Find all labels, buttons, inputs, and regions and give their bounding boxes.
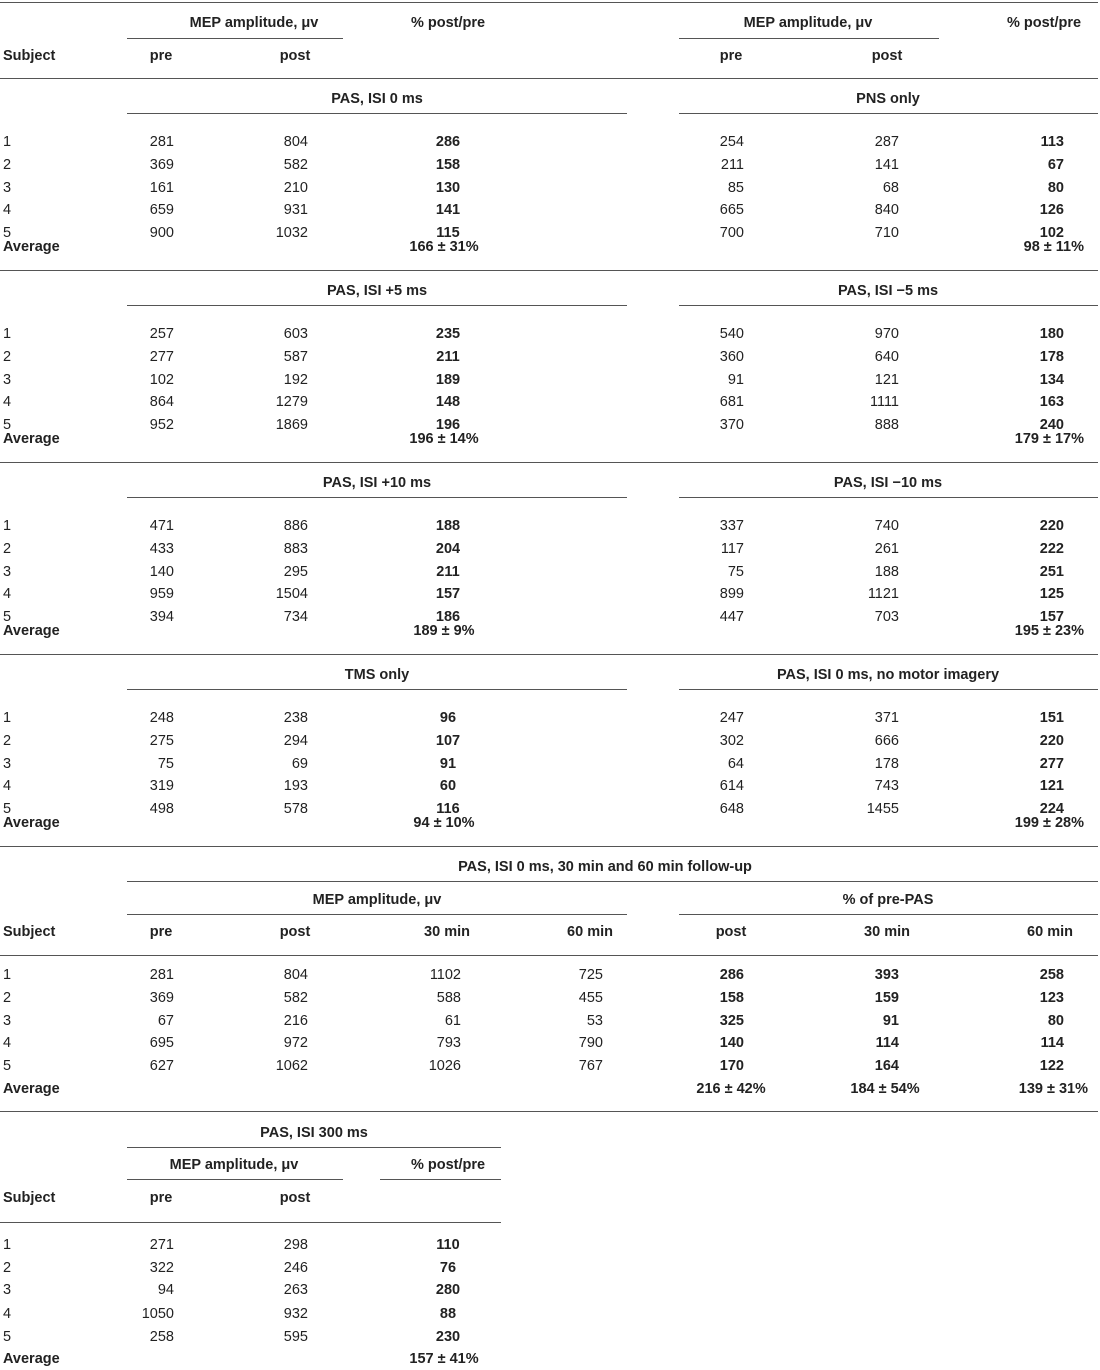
cell-amplitude: 588 (436, 990, 461, 1006)
cell-post: 1869 (275, 417, 308, 433)
cell-post: 141 (874, 157, 899, 173)
condition-rule (679, 497, 1098, 498)
cell-post: 261 (874, 541, 899, 557)
cell-post: 1504 (275, 586, 308, 602)
cell-pre: 271 (149, 1237, 174, 1253)
subject-number: 4 (3, 586, 12, 602)
subject-number: 3 (3, 756, 12, 772)
followup-column-header: 30 min (424, 924, 470, 940)
cell-amplitude: 793 (436, 1035, 461, 1051)
followup-column-header: 30 min (864, 924, 910, 940)
block-separator (0, 270, 1098, 271)
block-separator (0, 654, 1098, 655)
cell-post: 640 (874, 349, 899, 365)
cell-post: 603 (283, 326, 308, 342)
cell-pct: 110 (436, 1237, 460, 1253)
subject-number: 2 (3, 733, 12, 749)
followup-column-header: post (279, 924, 311, 940)
cell-amplitude: 790 (578, 1035, 603, 1051)
cell-pct: 258 (1039, 967, 1064, 983)
header-post: post (279, 1190, 311, 1206)
cell-post: 238 (283, 710, 308, 726)
cell-post: 703 (874, 609, 899, 625)
cell-pre: 498 (149, 801, 174, 817)
cell-pre: 959 (149, 586, 174, 602)
cell-post: 193 (283, 778, 308, 794)
cell-pct: 251 (1039, 564, 1064, 580)
cell-amplitude: 725 (578, 967, 603, 983)
subject-number: 1 (3, 326, 12, 342)
cell-amplitude: 972 (283, 1035, 308, 1051)
cell-pct: 230 (435, 1329, 461, 1345)
cell-pre: 700 (719, 225, 744, 241)
cell-pct: 130 (435, 180, 461, 196)
cell-pre: 275 (149, 733, 174, 749)
cell-amplitude: 53 (586, 1013, 603, 1029)
cell-pct: 196 (435, 417, 461, 433)
average-value: 139 ± 31% (1018, 1081, 1088, 1097)
cell-pre: 681 (719, 394, 744, 410)
cell-amplitude: 216 (283, 1013, 308, 1029)
cell-post: 178 (874, 756, 899, 772)
cell-amplitude: 582 (283, 990, 308, 1006)
cell-pct: 123 (1039, 990, 1064, 1006)
cell-pre: 64 (727, 756, 744, 772)
condition-title: PAS, ISI −10 ms (833, 475, 943, 491)
subject-number: 5 (3, 609, 12, 625)
condition-title: PAS, ISI +5 ms (326, 283, 428, 299)
mep-header-rule (127, 1179, 343, 1180)
cell-amplitude: 695 (149, 1035, 174, 1051)
average-value: 166 ± 31% (409, 239, 479, 255)
cell-post: 1121 (867, 586, 899, 602)
subject-number: 5 (3, 801, 12, 817)
cell-pre: 140 (149, 564, 174, 580)
cell-pre: 952 (149, 417, 174, 433)
subject-number: 3 (3, 180, 12, 196)
cell-pct: 211 (436, 349, 460, 365)
cell-pct: 122 (1039, 1058, 1064, 1074)
header-post: post (871, 48, 903, 64)
cell-post: 666 (874, 733, 899, 749)
cell-pct: 186 (435, 609, 461, 625)
cell-post: 210 (283, 180, 308, 196)
condition-title: PAS, ISI +10 ms (322, 475, 432, 491)
cell-post: 804 (283, 134, 308, 150)
followup-title-rule (127, 881, 1098, 882)
subject-number: 4 (3, 202, 12, 218)
header-bottom-rule (0, 78, 1098, 79)
table-top-rule (0, 2, 1098, 3)
header-subject: Subject (3, 924, 56, 940)
cell-pct: 224 (1039, 801, 1064, 817)
average-value: 94 ± 10% (413, 815, 475, 831)
subject-number: 2 (3, 157, 12, 173)
condition-rule (127, 497, 627, 498)
average-label: Average (3, 1351, 60, 1367)
cell-pre: 94 (157, 1282, 174, 1298)
cell-pct: 159 (874, 990, 899, 1006)
cell-post: 931 (283, 202, 308, 218)
average-label: Average (3, 815, 60, 831)
cell-pct: 220 (1039, 733, 1064, 749)
header-pct-post-pre: % post/pre (410, 15, 486, 31)
cell-pre: 447 (719, 609, 744, 625)
followup-mep-amplitude: MEP amplitude, μv (312, 892, 442, 908)
cell-amplitude: 369 (149, 990, 174, 1006)
cell-post: 740 (874, 518, 899, 534)
condition-title: TMS only (344, 667, 410, 683)
cell-pct: 141 (435, 202, 461, 218)
cell-post: 294 (283, 733, 308, 749)
cell-pre: 254 (719, 134, 744, 150)
cell-pct: 325 (719, 1013, 744, 1029)
average-label: Average (3, 623, 60, 639)
block-separator (0, 846, 1098, 847)
cell-amplitude: 804 (283, 967, 308, 983)
followup-column-header: post (715, 924, 747, 940)
followup-pct-rule (679, 914, 1098, 915)
isi300-header-rule (0, 1222, 501, 1223)
mep-header-rule (679, 38, 939, 39)
cell-pct: 107 (435, 733, 461, 749)
mep-header-rule (127, 38, 343, 39)
cell-pct: 157 (1039, 609, 1064, 625)
cell-amplitude: 767 (578, 1058, 603, 1074)
cell-amplitude: 1102 (429, 967, 461, 983)
cell-post: 1279 (275, 394, 308, 410)
cell-pct: 126 (1039, 202, 1064, 218)
header-pre: pre (719, 48, 743, 64)
subject-number: 2 (3, 1260, 12, 1276)
subject-number: 5 (3, 225, 12, 241)
cell-pre: 281 (149, 134, 174, 150)
condition-title: PAS, ISI 300 ms (260, 1125, 368, 1141)
average-value: 196 ± 14% (409, 431, 479, 447)
cell-pct: 277 (1039, 756, 1064, 772)
followup-column-header: 60 min (567, 924, 613, 940)
condition-rule (679, 689, 1098, 690)
cell-pre: 337 (719, 518, 744, 534)
subject-number: 4 (3, 1035, 12, 1051)
cell-pre: 75 (157, 756, 174, 772)
condition-title: PAS, ISI 0 ms, no motor imagery (776, 667, 1000, 683)
cell-post: 587 (283, 349, 308, 365)
header-mep-amplitude: MEP amplitude, μv (743, 15, 873, 31)
cell-pre: 211 (720, 157, 744, 173)
condition-title: PAS, ISI 0 ms (331, 91, 423, 107)
cell-pre: 161 (149, 180, 174, 196)
cell-pct: 393 (874, 967, 899, 983)
subject-number: 2 (3, 349, 12, 365)
subject-number: 1 (3, 1237, 12, 1253)
average-value: 184 ± 54% (850, 1081, 920, 1097)
average-value: 157 ± 41% (409, 1351, 479, 1367)
cell-amplitude: 627 (149, 1058, 174, 1074)
subject-number: 1 (3, 967, 12, 983)
cell-pre: 369 (149, 157, 174, 173)
cell-pct: 157 (435, 586, 461, 602)
condition-rule (679, 113, 1098, 114)
cell-pre: 471 (149, 518, 174, 534)
cell-pre: 864 (149, 394, 174, 410)
cell-pre: 665 (719, 202, 744, 218)
cell-post: 840 (874, 202, 899, 218)
followup-mep-rule (127, 914, 627, 915)
followup-pct-of-pre: % of pre-PAS (842, 892, 934, 908)
cell-post: 1111 (869, 394, 899, 410)
cell-post: 371 (874, 710, 899, 726)
average-label: Average (3, 431, 60, 447)
cell-pre: 247 (719, 710, 744, 726)
header-pct-post-pre: % post/pre (410, 1157, 486, 1173)
header-post: post (279, 48, 311, 64)
average-value: 179 ± 17% (1014, 431, 1084, 447)
followup-column-header: pre (149, 924, 173, 940)
followup-header-rule (0, 955, 1098, 956)
cell-pct: 148 (435, 394, 461, 410)
cell-pre: 248 (149, 710, 174, 726)
cell-post: 263 (283, 1282, 308, 1298)
subject-number: 3 (3, 564, 12, 580)
cell-pre: 319 (149, 778, 174, 794)
cell-pct: 115 (436, 225, 460, 241)
cell-pre: 102 (149, 372, 174, 388)
header-pre: pre (149, 48, 173, 64)
cell-pre: 75 (727, 564, 744, 580)
cell-pct: 125 (1039, 586, 1064, 602)
cell-post: 192 (283, 372, 308, 388)
condition-rule (127, 113, 627, 114)
condition-rule (127, 1147, 501, 1148)
cell-pre: 322 (149, 1260, 174, 1276)
cell-pct: 235 (435, 326, 461, 342)
cell-pct: 222 (1039, 541, 1064, 557)
subject-number: 3 (3, 1013, 12, 1029)
header-mep-amplitude: MEP amplitude, μv (189, 15, 319, 31)
cell-pct: 60 (439, 778, 457, 794)
cell-post: 287 (874, 134, 899, 150)
average-label: Average (3, 1081, 60, 1097)
cell-pct: 121 (1039, 778, 1064, 794)
header-subject: Subject (3, 1190, 56, 1206)
cell-pct: 114 (875, 1035, 899, 1051)
cell-post: 888 (874, 417, 899, 433)
header-mep-amplitude: MEP amplitude, μv (169, 1157, 299, 1173)
cell-amplitude: 1026 (428, 1058, 461, 1074)
cell-pre: 302 (719, 733, 744, 749)
block-separator (0, 1111, 1098, 1112)
cell-pre: 85 (727, 180, 744, 196)
followup-column-header: 60 min (1027, 924, 1073, 940)
cell-pre: 899 (719, 586, 744, 602)
cell-amplitude: 455 (578, 990, 603, 1006)
subject-number: 1 (3, 710, 12, 726)
cell-pre: 277 (149, 349, 174, 365)
cell-pre: 614 (719, 778, 744, 794)
header-pre: pre (149, 1190, 173, 1206)
subject-number: 3 (3, 372, 12, 388)
subject-number: 5 (3, 1329, 12, 1345)
cell-pre: 360 (719, 349, 744, 365)
subject-number: 2 (3, 990, 12, 1006)
cell-pct: 189 (435, 372, 461, 388)
average-value: 199 ± 28% (1014, 815, 1084, 831)
cell-post: 595 (283, 1329, 308, 1345)
average-label: Average (3, 239, 60, 255)
cell-pct: 280 (435, 1282, 461, 1298)
cell-pre: 648 (719, 801, 744, 817)
header-pct-post-pre: % post/pre (1006, 15, 1082, 31)
cell-pre: 394 (149, 609, 174, 625)
average-value: 98 ± 11% (1023, 239, 1084, 255)
cell-pct: 134 (1039, 372, 1064, 388)
cell-pct: 164 (874, 1058, 899, 1074)
cell-pre: 433 (149, 541, 174, 557)
cell-post: 932 (283, 1306, 308, 1322)
subject-number: 2 (3, 541, 12, 557)
cell-pct: 140 (719, 1035, 744, 1051)
cell-pct: 286 (435, 134, 461, 150)
cell-pct: 67 (1047, 157, 1064, 173)
cell-post: 743 (874, 778, 899, 794)
cell-post: 295 (283, 564, 308, 580)
cell-pct: 151 (1039, 710, 1064, 726)
cell-pct: 188 (435, 518, 461, 534)
cell-amplitude: 67 (157, 1013, 174, 1029)
cell-pct: 80 (1047, 180, 1064, 196)
header-subject: Subject (3, 48, 56, 64)
block-separator (0, 462, 1098, 463)
cell-pre: 1050 (141, 1306, 174, 1322)
subject-number: 4 (3, 1306, 12, 1322)
pct-header-rule (380, 1179, 501, 1180)
cell-amplitude: 1062 (275, 1058, 308, 1074)
cell-pct: 220 (1039, 518, 1064, 534)
cell-pre: 257 (149, 326, 174, 342)
cell-pct: 76 (439, 1260, 457, 1276)
cell-post: 246 (283, 1260, 308, 1276)
cell-pct: 286 (719, 967, 744, 983)
condition-rule (127, 689, 627, 690)
cell-pct: 88 (439, 1306, 457, 1322)
cell-pct: 211 (436, 564, 460, 580)
condition-title: PAS, ISI −5 ms (837, 283, 939, 299)
cell-post: 582 (283, 157, 308, 173)
subject-number: 3 (3, 1282, 12, 1298)
cell-pct: 91 (882, 1013, 899, 1029)
cell-post: 298 (283, 1237, 308, 1253)
cell-amplitude: 61 (444, 1013, 461, 1029)
subject-number: 1 (3, 518, 12, 534)
cell-pct: 116 (436, 801, 460, 817)
cell-post: 710 (874, 225, 899, 241)
cell-post: 970 (874, 326, 899, 342)
cell-pct: 102 (1039, 225, 1064, 241)
cell-pct: 114 (1040, 1035, 1064, 1051)
condition-title: PNS only (856, 91, 920, 107)
condition-rule (127, 305, 627, 306)
followup-title: PAS, ISI 0 ms, 30 min and 60 min follow-up (458, 859, 752, 875)
cell-post: 883 (283, 541, 308, 557)
cell-amplitude: 281 (149, 967, 174, 983)
cell-post: 886 (283, 518, 308, 534)
cell-post: 1032 (275, 225, 308, 241)
cell-post: 734 (283, 609, 308, 625)
cell-pre: 900 (149, 225, 174, 241)
cell-post: 121 (874, 372, 899, 388)
cell-pre: 258 (149, 1329, 174, 1345)
cell-pre: 540 (719, 326, 744, 342)
cell-pct: 158 (435, 157, 461, 173)
cell-pct: 170 (719, 1058, 744, 1074)
cell-pct: 204 (435, 541, 461, 557)
subject-number: 1 (3, 134, 12, 150)
average-value: 195 ± 23% (1014, 623, 1084, 639)
cell-pct: 240 (1039, 417, 1064, 433)
subject-number: 4 (3, 778, 12, 794)
condition-rule (679, 305, 1098, 306)
cell-post: 69 (291, 756, 308, 772)
cell-post: 578 (283, 801, 308, 817)
average-value: 189 ± 9% (413, 623, 475, 639)
cell-pct: 91 (439, 756, 457, 772)
cell-pct: 178 (1039, 349, 1064, 365)
subject-number: 5 (3, 1058, 12, 1074)
subject-number: 5 (3, 417, 12, 433)
cell-post: 68 (882, 180, 899, 196)
cell-pre: 117 (720, 541, 744, 557)
cell-pct: 113 (1040, 134, 1064, 150)
cell-pct: 80 (1047, 1013, 1064, 1029)
cell-pct: 180 (1039, 326, 1064, 342)
cell-pct: 163 (1039, 394, 1064, 410)
cell-pre: 370 (719, 417, 744, 433)
cell-post: 1455 (866, 801, 899, 817)
cell-pre: 91 (727, 372, 744, 388)
subject-number: 4 (3, 394, 12, 410)
average-value: 216 ± 42% (696, 1081, 766, 1097)
cell-pct: 158 (719, 990, 744, 1006)
cell-pre: 659 (149, 202, 174, 218)
cell-post: 188 (874, 564, 899, 580)
cell-pct: 96 (439, 710, 457, 726)
